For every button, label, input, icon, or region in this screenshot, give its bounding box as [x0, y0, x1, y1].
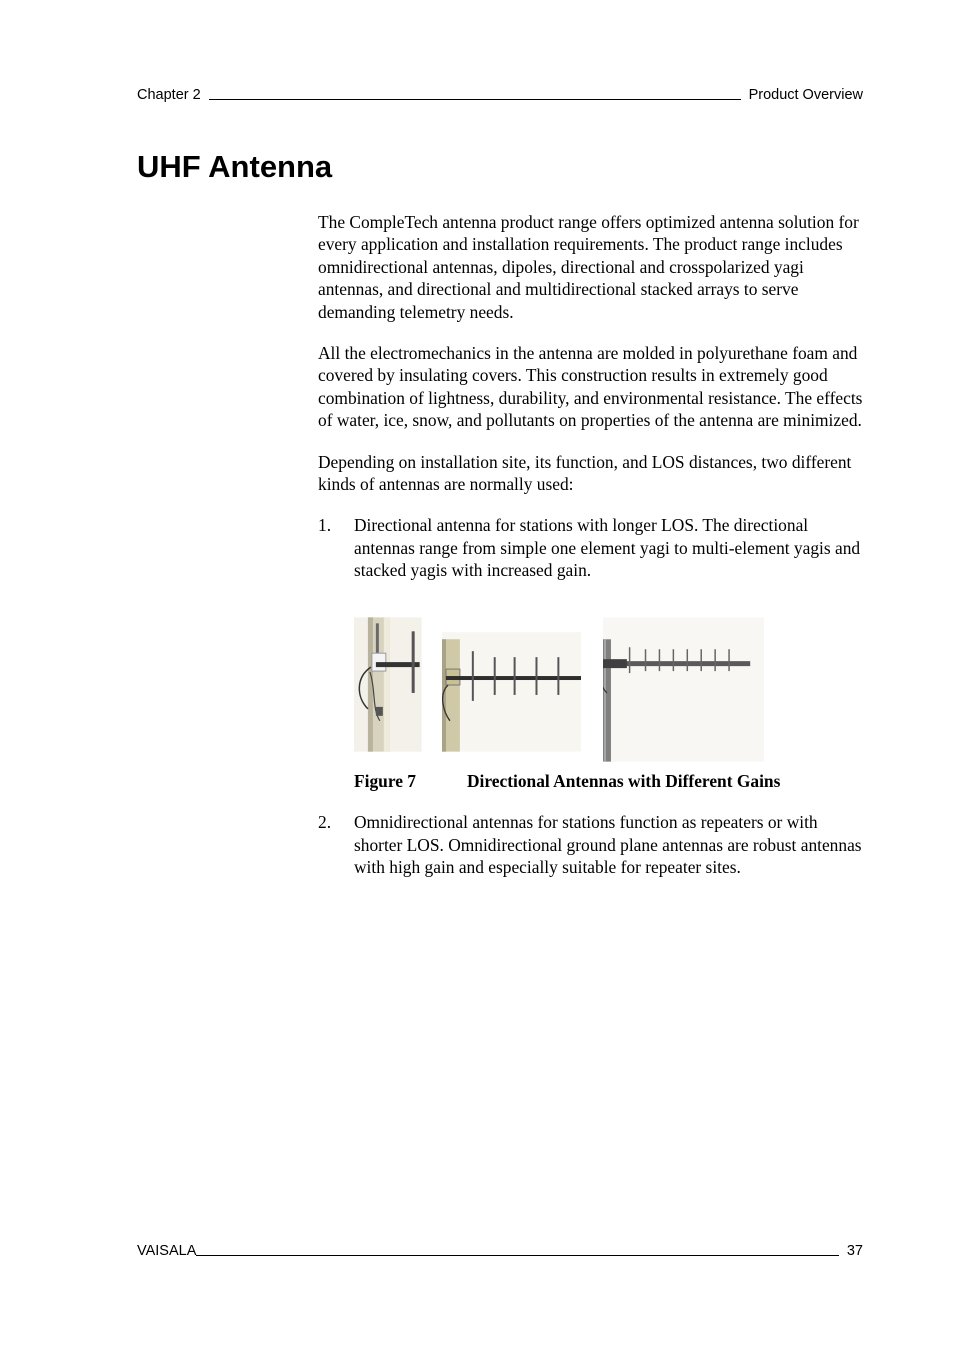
figure-images [354, 617, 764, 762]
chapter-label: Chapter 2 [137, 87, 201, 103]
figure-caption [354, 770, 863, 792]
page-number: 37 [846, 1243, 863, 1259]
paragraph-antenna-types: Depending on installation site, its function, and LOS distances, two different kinds of antennas are normally used: [318, 451, 852, 495]
page-title: UHF Antenna [137, 149, 333, 184]
figure-title: Directional Antennas with Different Gains [467, 770, 781, 791]
section-label: Product Overview [748, 87, 863, 103]
paragraph-construction: All the electromechanics in the antenna are molded in polyurethane foam and covered by insulating covers. This construction results in extremely good combination of lightness, durability, and environmental resistance. The effects of water, ice, snow, and pollutants on properties of the antenna are minimized. [318, 343, 863, 431]
figure-number: Figure 7 [354, 770, 416, 791]
list-item [318, 514, 863, 581]
five-element-yagi-photo [442, 617, 581, 752]
list-number: 2. [318, 812, 332, 833]
body-text [318, 211, 863, 878]
paragraph-intro: The CompleTech antenna product range offers optimized antenna solution for every application and installation requirements. The product range includes omnidirectional antennas, dipoles, directional and crosspolarized yagi antennas, and directional and multidirectional stacked arrays to serve demanding telemetry needs. [318, 212, 859, 322]
list-item [318, 811, 863, 878]
header-rule [209, 99, 741, 100]
figure-7 [354, 617, 863, 792]
company-name: VAISALA [137, 1243, 197, 1259]
page-header [137, 87, 863, 103]
list-number: 1. [318, 515, 332, 536]
list-text: Directional antenna for stations with longer LOS. The directional antennas range from simple one element yagi to multi-element yagis and stacked yagis with increased gain. [354, 515, 861, 581]
multi-element-yagi-photo [603, 617, 764, 762]
list-text: Omnidirectional antennas for stations function as repeaters or with shorter LOS. Omnidirectional ground plane antennas are robust antennas with high gain and especially suitable for repeater sites. [354, 812, 862, 877]
single-element-yagi-photo [354, 617, 422, 752]
footer-rule [196, 1255, 838, 1256]
page-footer [137, 1243, 863, 1259]
